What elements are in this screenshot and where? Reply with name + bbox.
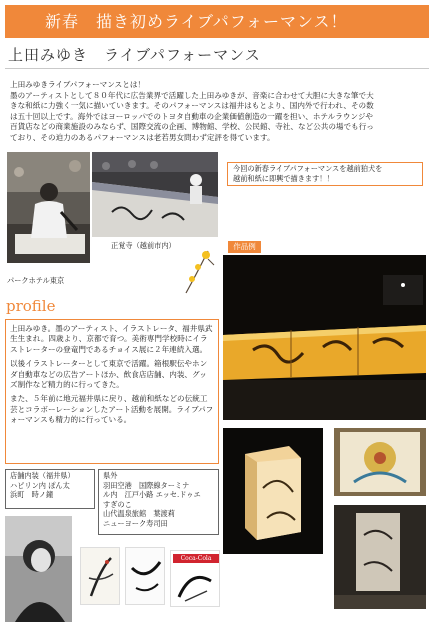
artwork-sample-1 [80,547,120,605]
artwork-sample-2 [125,547,165,605]
store-line: ハピリン内 ぽん太 [10,480,70,490]
caption-temple: 正覚寺（越前市内） [111,241,176,250]
flower-sketch [178,245,218,297]
artwork-coke [170,550,220,607]
intro-line: は五十回以上です。海外ではヨーロッパでのトヨタ自動車の企業価値創造の一躍を担い、ホテルラウンジや [10,111,374,121]
photo-lantern [223,428,323,554]
caption-park-hotel: パークホテル東京 [7,276,65,285]
profile-box [5,319,219,464]
stores-outside-box [98,469,219,535]
store-line: 店舗内装（福井県） [10,471,75,480]
store-line: ル内 江戸小路 エッセ.ドゥエ [103,490,201,500]
photo-exhibit [334,505,426,609]
intro-text [10,80,425,144]
callout-line: 越前和紙に即興で描きます！！ [233,174,334,183]
photo-illuminated-panels [223,255,426,420]
stores-fukui-box [5,469,95,509]
photo-park-hotel [7,152,90,263]
page-subtitle: 上田みゆき ライブパフォーマンス [8,46,261,64]
photo-painting [334,428,426,496]
announcement-callout [227,162,423,186]
intro-line: ており、その迫力のあるパフォーマンスは老若男女問わず定評を得ています。 [10,132,275,142]
store-line: ニューヨーク寿司田 [103,518,168,528]
store-line: すぎのこ [103,499,132,509]
store-line: 山代温泉旅館 葉渡莉 [103,509,175,519]
store-line: 県外 [103,471,118,480]
store-line: 浜町 時ノ鐘 [10,490,54,500]
coke-logo-text: Coca-Cola [173,554,219,563]
callout-line: 今回の新春ライブパフォーマンスを越前狛犬を [233,164,383,173]
intro-line: きな和紙に力強く一気に描いていきます。そのパフォーマンスは福井はもとより、国内外で行われ、その数 [10,101,374,111]
profile-title: profile [6,297,56,315]
subtitle-divider [5,68,429,69]
profile-paragraph: 上田みゆき。墨のアーティスト、イラストレータ、福井県武生生まれ。四歳より、京都で育つ。美術専門学校時にイラストレーターの登竜門であるチョイス展に２年連続入選。 [10,324,213,354]
intro-line: 百貨店などの商業施設のみならず、国際交流の企画、博物館、学校、公民館、寺社、など公共の場でも行っ [10,122,374,132]
photo-portrait [5,516,72,622]
intro-line: 墨のアーティストとして８０年代に広告業界で活躍した上田みゆきが、音楽に合わせて大胆に大きな筆で大 [10,90,374,100]
photo-temple [92,152,218,237]
page-banner: 新春 描き初めライブパフォーマンス！ [5,5,429,38]
intro-line: 上田みゆきライブパフォーマンスとは！ [10,80,146,89]
store-line: 羽田空港 国際線ターミナ [103,480,190,490]
works-label: 作品例 [228,241,261,253]
profile-paragraph: また、５年前に地元福井県に戻り、越前和紙などの伝統工芸とコラボーレーションしたアート活動を展開。ライブパフォーマンスも精力的に行っている。 [10,394,214,425]
profile-paragraph: 以後イラストレーターとして東京で活躍。箱根駅伝やホンダ自動車などの広告アートほか、飲食店店舗、内装、グッズ制作など精力的に行ってきた。 [10,359,208,390]
